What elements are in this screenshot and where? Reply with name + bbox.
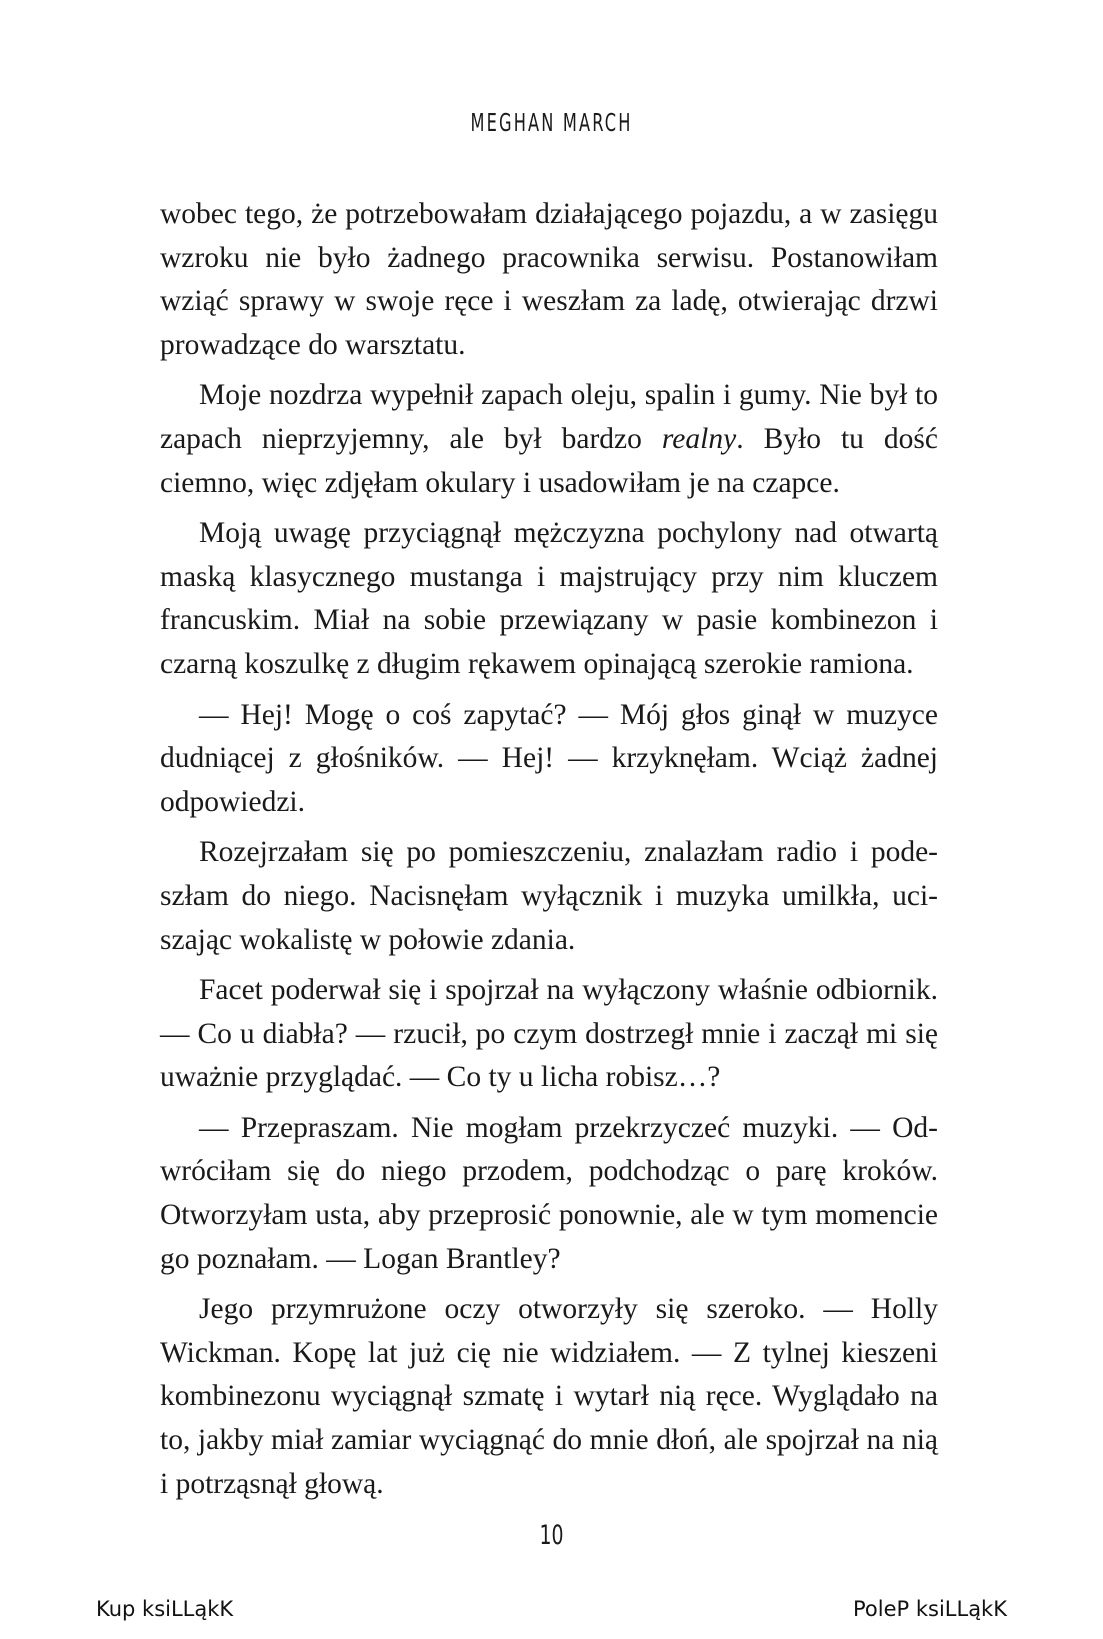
paragraph-5: Rozejrzałam się po pomieszczeniu, znalazłam radio i podeszłam do niego. Nacisnęłam wyłącznik i muzyka umilkła, uciszając wokalistę w połowie zdania.: [160, 836, 938, 956]
italic-word: realny: [661, 422, 737, 455]
paragraph-1: wobec tego, że potrzebowałam działającego pojazdu, a w zasięgu wzroku nie było żadnego pracownika serwisu. Postanowiłam wziąć sprawy w swoje ręce i weszłam za ladę, otwierając drzwi prowadzące do warsztatu.: [160, 198, 938, 361]
paragraph-3: Moją uwagę przyciągnął mężczyzna pochylony nad otwartą maską klasycznego mustanga i majstrujący przy nim kluczem francuskim. Miał na sobie przewiązany w pasie kombinezon i czarną koszulkę z długim rękawem opinającą szerokie ramiona.: [160, 517, 938, 680]
page-number: 10: [539, 1520, 564, 1551]
running-head-author: MEGHAN MARCH: [470, 108, 633, 137]
buy-book-link[interactable]: Kup ksiLLąkK: [96, 1597, 234, 1621]
paragraph-6: Facet poderwał się i spojrzał na wyłączony właśnie odbiornik. — Co u diabła? — rzucił, po czym dostrzegł mnie i zaczął mi się uważnie przyglądać. — Co ty u licha robisz…?: [160, 974, 938, 1094]
recommend-book-link[interactable]: PoleP ksiLLąkK: [853, 1597, 1007, 1621]
paragraph-4: — Hej! Mogę o coś zapytać? — Mój głos ginął w muzyce dudniącej z głośników. — Hej! — krzyknęłam. Wciąż żadnej odpowiedzi.: [160, 698, 938, 818]
paragraph-2-start: Moje nozdrza wypełnił zapach oleju, spalin i gumy. Nie był to zapach nieprzyjemny, ale był bardzo: [160, 379, 938, 455]
paragraph-2: [160, 374, 938, 505]
paragraph-8: Jego przymrużone oczy otworzyły się szeroko. — Holly Wickman. Kopę lat już cię nie widziałem. — Z tylnej kieszeni kombinezonu wyciągnął szmatę i wytarł nią ręce. Wyglądało na to, jakby miał zamiar wyciągnąć do mnie dłoń, ale spojrzał na nią i potrząsnął głową.: [160, 1293, 938, 1500]
body-text: [160, 193, 938, 1513]
paragraph-7: — Przepraszam. Nie mogłam przekrzyczeć muzyki. — Odwróciłam się do niego przodem, podchodząc o parę kroków. Otworzyłam usta, aby przeprosić ponownie, ale w tym momencie go poznałam. — Logan Brantley?: [160, 1111, 938, 1275]
paragraph-2-end: . Było tu dość ciemno, więc zdjęłam okulary i usadowiłam je na czapce.: [160, 422, 938, 499]
